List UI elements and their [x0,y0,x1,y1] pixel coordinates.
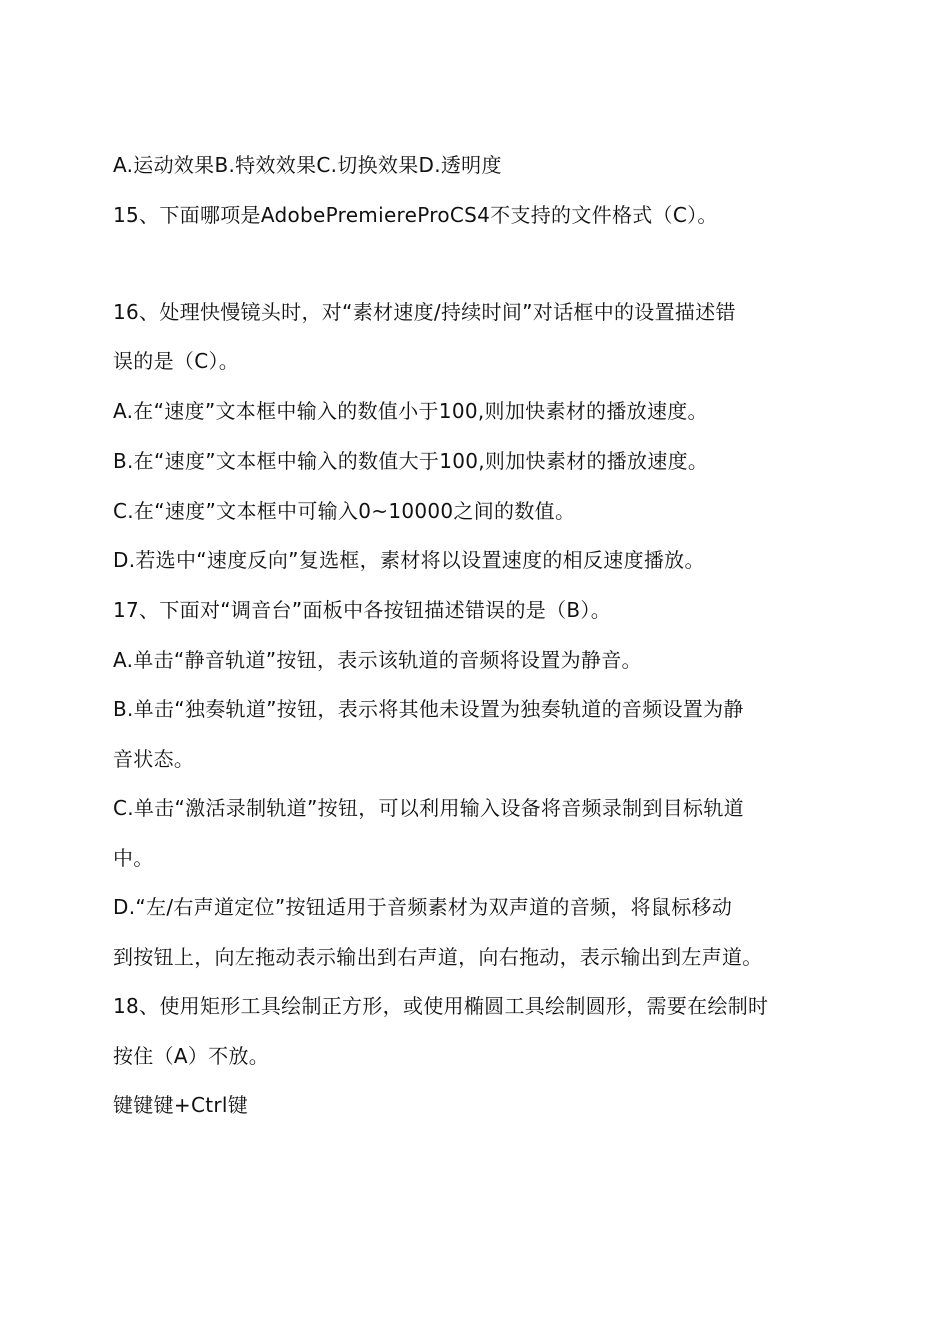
q17-option-d-line-2: 到按钮上，向左拖动表示输出到右声道，向右拖动，表示输出到左声道。 [113,945,763,969]
q17-question-line: 17、下面对“调音台”面板中各按钮描述错误的是（B）。 [113,598,611,622]
q15-question-line: 15、下面哪项是AdobePremiereProCS4不支持的文件格式（C）。 [113,203,718,227]
q17-option-a: A.单击“静音轨道”按钮，表示该轨道的音频将设置为静音。 [113,648,642,672]
q16-option-c: C.在“速度”文本框中可输入0~10000之间的数值。 [113,499,576,523]
q17-option-d-line-1: D.“左/右声道定位”按钮适用于音频素材为双声道的音频，将鼠标移动 [113,895,733,919]
q16-option-a: A.在“速度”文本框中输入的数值小于100,则加快素材的播放速度。 [113,399,708,423]
q17-option-b-line-1: B.单击“独奏轨道”按钮，表示将其他未设置为独奏轨道的音频设置为静 [113,697,744,721]
q18-question-line-2: 按住（A）不放。 [113,1044,270,1068]
q18-question-line-1: 18、使用矩形工具绘制正方形，或使用椭圆工具绘制圆形，需要在绘制时 [113,994,769,1018]
q16-question-line-2: 误的是（C）。 [113,349,240,373]
q18-options-line: 键键键+Ctrl键 [113,1093,249,1117]
q16-question-line-1: 16、处理快慢镜头时，对“素材速度/持续时间”对话框中的设置描述错 [113,300,736,324]
q14-options-line: A.运动效果B.特效效果C.切换效果D.透明度 [113,153,502,177]
q16-option-b: B.在“速度”文本框中输入的数值大于100,则加快素材的播放速度。 [113,449,709,473]
q16-option-d: D.若选中“速度反向”复选框，素材将以设置速度的相反速度播放。 [113,548,705,572]
q17-option-c-line-2: 中。 [113,846,154,870]
q17-option-c-line-1: C.单击“激活录制轨道”按钮，可以利用输入设备将音频录制到目标轨道 [113,796,744,820]
q17-option-b-line-2: 音状态。 [113,747,195,771]
